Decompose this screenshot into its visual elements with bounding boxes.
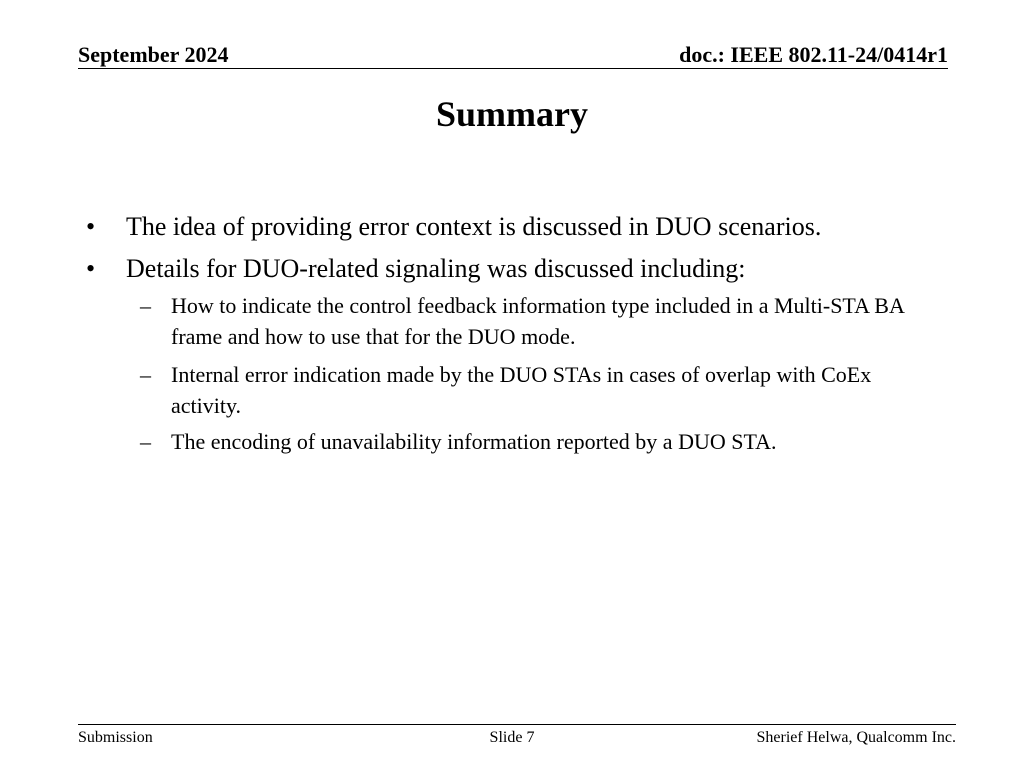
bullet-item-duo-signaling: Details for DUO-related signaling was discussed including:	[126, 254, 746, 283]
sub-bullet-item-internal-error: Internal error indication made by the DUO STAs in cases of overlap with CoEx activity.	[171, 362, 872, 418]
footer-divider	[78, 724, 956, 725]
bullet-item-error-context: The idea of providing error context is discussed in DUO scenarios.	[126, 212, 822, 241]
sub-bullet-item-feedback-type: How to indicate the control feedback information type included in a Multi-STA BA frame and how to use that for the DUO mode.	[171, 293, 904, 349]
bullet-marker: •	[86, 254, 96, 283]
header-divider	[78, 68, 948, 69]
header-doc-id: doc.: IEEE 802.11-24/0414r1	[679, 42, 948, 67]
footer-submission: Submission	[78, 729, 153, 746]
bullet-marker: •	[86, 212, 96, 241]
footer-author: Sherief Helwa, Qualcomm Inc.	[756, 729, 956, 746]
sub-bullet-item-unavailability: The encoding of unavailability information reported by a DUO STA.	[171, 429, 777, 454]
footer-slide-number: Slide 7	[489, 729, 535, 746]
sub-bullet-marker: –	[140, 362, 151, 387]
slide-title: Summary	[436, 94, 588, 134]
header-date: September 2024	[78, 42, 229, 67]
sub-bullet-marker: –	[140, 429, 151, 454]
sub-bullet-marker: –	[140, 293, 151, 318]
